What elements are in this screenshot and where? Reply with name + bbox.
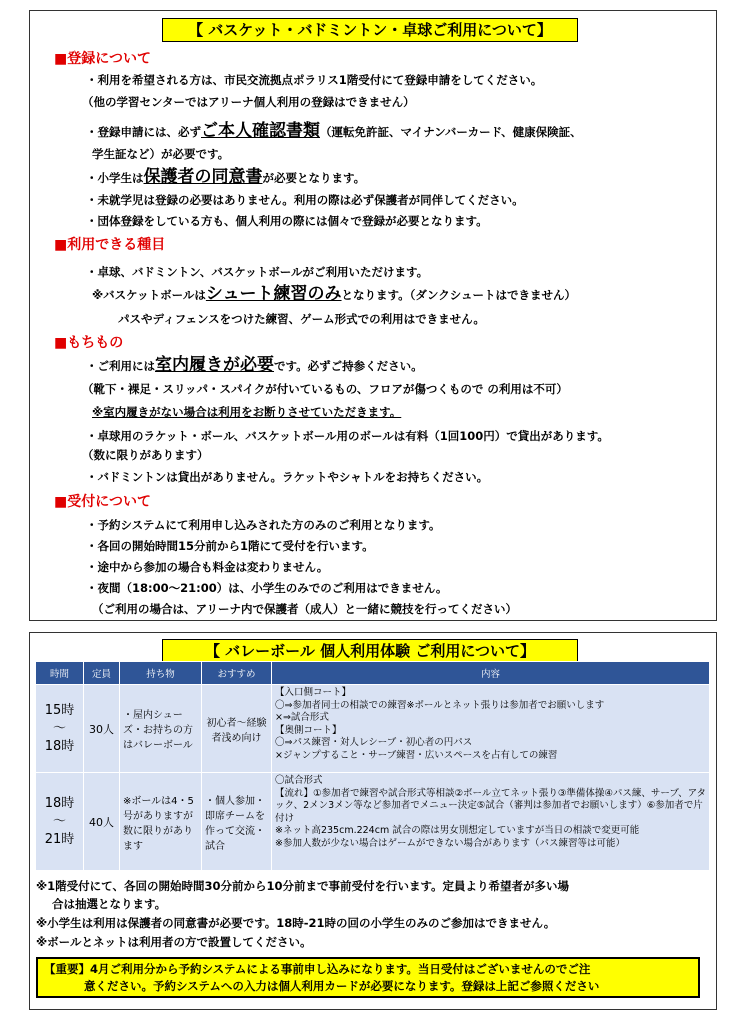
important-notice <box>36 957 700 998</box>
text: ※バスケットボールは <box>92 288 206 302</box>
reception-line: （ご利用の場合は、アリーナ内で保護者（成人）と一緒に競技を行ってください） <box>92 602 518 616</box>
note-line: ※ボールとネットは利用者の方で設置してください。 <box>36 935 312 949</box>
reception-line: ・各回の開始時間15分前から1階にて受付を行います。 <box>86 539 374 553</box>
content-line: 【流れ】①参加者で練習や試合形式等相談②ボール立てネット張り③準備体操④パス練、サーブ、アタック、2メン3メン等など参加者でメニュー決定⑤試合（審判は参加者でお願いします）⑥参加者で片付け <box>275 787 706 824</box>
registration-line <box>86 169 365 186</box>
section2-title: 【 バレーボール 個人利用体験 ご利用について】 <box>162 639 578 663</box>
recommend-cell: 初心者～経験者浅め向け <box>202 685 272 773</box>
text: ・小学生は <box>86 171 144 185</box>
items-line: （数に限りがあります） <box>82 448 209 462</box>
reception-line: ・予約システムにて利用申し込みされた方のみのご利用となります。 <box>86 518 441 532</box>
registration-line: ・団体登録をしている方も、個人利用の際には個々で登録が必要となります。 <box>86 214 488 228</box>
time-cell <box>36 685 84 773</box>
note-line: ※小学生は利用は保護者の同意書が必要です。18時-21時の回の小学生のみのご参加はできません。 <box>36 916 556 930</box>
capacity-cell: 40人 <box>84 773 120 871</box>
recommend-cell: ・個人参加・即席チームを作って交流・試合 <box>202 773 272 871</box>
items-line: ※室内履きがない場合は利用をお断りさせていただきます。 <box>92 405 402 419</box>
reception-heading: ■受付について <box>54 494 151 510</box>
text: となります。（ダンクシュートはできません） <box>341 288 577 302</box>
note-line: 合は抽選となります。 <box>52 897 167 911</box>
time-end: 21時 <box>44 831 75 847</box>
content-line: ※ネット高235cm.224cm 試合の際は男女別想定していますが当日の相談で変更可能 <box>275 825 640 836</box>
content-line: ×⇒試合形式 <box>275 712 329 723</box>
text: ・登録申請には、必ず <box>86 125 201 139</box>
indoor-shoes-emphasis: 室内履きが必要 <box>155 355 274 375</box>
time-start: 18時～ <box>44 795 75 829</box>
items-cell: ※ボールは4・5号がありますが数に限りがあります <box>120 773 202 871</box>
reception-line: ・途中から参加の場合も料金は変わりません。 <box>86 560 329 574</box>
header-recommend: おすすめ <box>202 662 272 685</box>
text: が必要となります。 <box>262 171 366 185</box>
capacity-cell: 30人 <box>84 685 120 773</box>
registration-line: 学生証など）が必要です。 <box>92 147 230 161</box>
volleyball-schedule-table <box>35 661 710 871</box>
registration-line: （他の学習センターではアリーナ個人利用の登録はできません） <box>82 95 415 109</box>
content-cell <box>272 773 710 871</box>
text: です。必ずご持参ください。 <box>274 359 423 373</box>
reception-line: ・夜間（18:00～21:00）は、小学生のみでのご利用はできません。 <box>86 581 448 595</box>
text: ・ご利用には <box>86 359 155 373</box>
time-end: 18時 <box>44 738 75 754</box>
registration-line: ・利用を希望される方は、市民交流拠点ポラリス1階受付にて登録申請をしてください。 <box>86 73 543 87</box>
items-cell: ・屋内シューズ・お持ちの方はバレーボール <box>120 685 202 773</box>
items-line: ・卓球用のラケット・ボール、バスケットボール用のボールは有料（1回100円）で貸出があります。 <box>86 429 609 443</box>
registration-line <box>86 123 582 140</box>
section1-title: 【 バスケット・バドミントン・卓球ご利用について】 <box>162 18 578 42</box>
content-cell <box>272 685 710 773</box>
header-capacity: 定員 <box>84 662 120 685</box>
note-line: ※1階受付にて、各回の開始時間30分前から10分前まで事前受付を行います。定員より希望者が多い場 <box>36 879 570 893</box>
types-line: パスやディフェンスをつけた練習、ゲーム形式での利用はできません。 <box>118 312 485 326</box>
items-line <box>86 357 423 374</box>
registration-heading: ■登録について <box>54 51 151 67</box>
content-line: 〇⇒参加者同士の相談での練習※ボールとネット張りは参加者でお願いします <box>275 699 605 711</box>
content-line: 【入口側コート】 <box>275 687 352 698</box>
types-line: ・卓球、バドミントン、バスケットボールがご利用いただけます。 <box>86 265 429 279</box>
registration-line: ・未就学児は登録の必要はありません。利用の際は必ず保護者が同伴してください。 <box>86 193 524 207</box>
content-line: 〇⇒パス練習・対人レシーブ・初心者の円パス <box>275 737 473 748</box>
important-line: 意ください。予約システムへの入力は個人利用カードが必要になります。登録は上記ご参照ください <box>84 979 600 993</box>
header-content: 内容 <box>272 662 710 685</box>
time-cell <box>36 773 84 871</box>
id-document-emphasis: ご本人確認書類 <box>201 121 320 141</box>
items-line: ・バドミントンは貸出がありません。ラケットやシャトルをお持ちください。 <box>86 470 489 484</box>
time-start: 15時～ <box>44 702 75 736</box>
content-line: ※参加人数が少ない場合はゲームができない場合があります（パス練習等は可能） <box>275 837 625 849</box>
header-time: 時間 <box>36 662 84 685</box>
items-line: （靴下・裸足・スリッパ・スパイクが付いているもの、フロアが傷つくもので の利用は不可） <box>82 382 568 396</box>
text: （運転免許証、マイナンバーカード、健康保険証、 <box>320 125 582 139</box>
important-line: 【重要】4月ご利用分から予約システムによる事前申し込みになります。当日受付はございませんのでご注 <box>44 962 591 976</box>
consent-emphasis: 保護者の同意書 <box>143 167 263 187</box>
content-line: 【奥側コート】 <box>275 724 342 736</box>
content-line: ×ジャンプすること・サーブ練習・広いスペースを占有しての練習 <box>275 749 558 761</box>
types-heading: ■利用できる種目 <box>54 237 166 253</box>
items-heading: ■もちもの <box>54 335 124 351</box>
header-items: 持ち物 <box>120 662 202 685</box>
types-line <box>92 286 576 303</box>
shoot-only-emphasis: シュート練習のみ <box>205 284 342 304</box>
content-line: 〇試合形式 <box>275 775 323 786</box>
